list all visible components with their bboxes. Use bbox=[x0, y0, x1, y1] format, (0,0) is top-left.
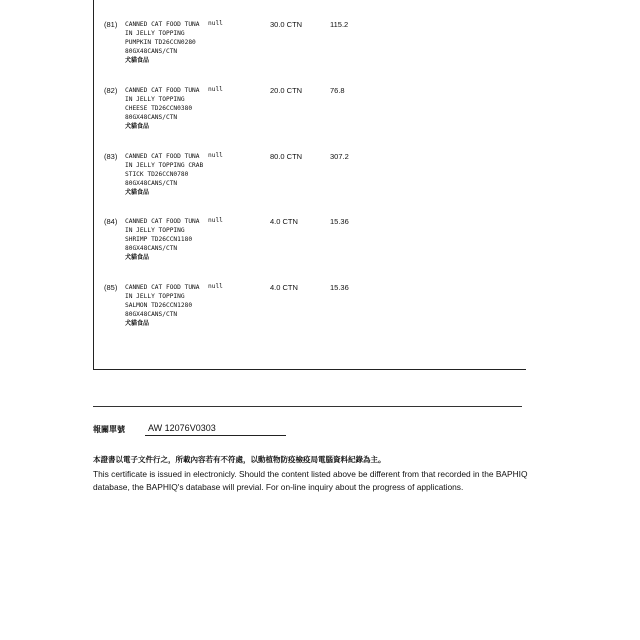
description-line: CANNED CAT FOOD TUNA bbox=[125, 284, 200, 291]
description-line: SALMON TD26CCN1280 bbox=[125, 302, 193, 310]
description-line: CANNED CAT FOOD TUNA bbox=[125, 153, 200, 160]
item-null-field: null bbox=[208, 217, 223, 224]
description-line: CANNED CAT FOOD TUNA bbox=[125, 21, 200, 28]
brand-text: 犬貓食品 bbox=[125, 254, 150, 262]
brand-text: 犬貓食品 bbox=[125, 189, 150, 197]
item-quantity: 4.0 CTN bbox=[270, 217, 298, 226]
description-line: IN JELLY TOPPING bbox=[125, 227, 185, 235]
item-quantity: 80.0 CTN bbox=[270, 152, 303, 161]
declaration-number-label: 報關單號 bbox=[93, 424, 125, 434]
description-line: IN JELLY TOPPING bbox=[125, 293, 185, 301]
item-quantity: 4.0 CTN bbox=[270, 283, 298, 292]
declaration-number-underline bbox=[145, 435, 286, 436]
item-description bbox=[125, 152, 203, 197]
item-null-field: null bbox=[208, 283, 223, 290]
item-weight: 115.2 bbox=[330, 20, 349, 29]
brand-text: 犬貓食品 bbox=[125, 57, 150, 65]
item-null-field: null bbox=[208, 86, 223, 93]
item-quantity: 30.0 CTN bbox=[270, 20, 303, 29]
description-line: PUMPKIN TD26CCN0280 bbox=[125, 39, 196, 47]
table-bottom-border bbox=[93, 369, 526, 370]
item-weight: 76.8 bbox=[330, 86, 345, 95]
item-null-field: null bbox=[208, 20, 223, 27]
item-null-field: null bbox=[208, 152, 223, 159]
description-line: CANNED CAT FOOD TUNA bbox=[125, 218, 200, 225]
item-weight: 15.36 bbox=[330, 283, 349, 292]
section-divider bbox=[93, 406, 522, 407]
item-quantity: 20.0 CTN bbox=[270, 86, 303, 95]
description-line: SHRIMP TD26CCN1180 bbox=[125, 236, 193, 244]
item-number: (85) bbox=[104, 283, 118, 292]
description-line: 80GX48CANS/CTN bbox=[125, 180, 178, 188]
description-line: IN JELLY TOPPING bbox=[125, 30, 185, 38]
brand-text: 犬貓食品 bbox=[125, 123, 150, 131]
table-left-border bbox=[93, 0, 94, 370]
item-weight: 15.36 bbox=[330, 217, 349, 226]
description-line: IN JELLY TOPPING CRAB bbox=[125, 162, 204, 170]
description-line: CANNED CAT FOOD TUNA bbox=[125, 87, 200, 94]
item-description bbox=[125, 20, 200, 65]
item-description bbox=[125, 86, 200, 131]
item-number: (81) bbox=[104, 20, 118, 29]
description-line: 80GX48CANS/CTN bbox=[125, 245, 178, 253]
item-number: (83) bbox=[104, 152, 118, 161]
item-description bbox=[125, 283, 200, 328]
description-line: 80GX48CANS/CTN bbox=[125, 114, 178, 122]
brand-text: 犬貓食品 bbox=[125, 320, 150, 328]
english-disclaimer: This certificate is issued in electronicly. Should the content listed above be different from that recorded in the BAPHIQ database, the BAPHIQ's database will previal. For on-line inquiry about the progress of applications. bbox=[93, 469, 528, 492]
description-line: STICK TD26CCN0780 bbox=[125, 171, 189, 179]
description-line: 80GX48CANS/CTN bbox=[125, 311, 178, 319]
item-number: (82) bbox=[104, 86, 118, 95]
description-line: 80GX48CANS/CTN bbox=[125, 48, 178, 56]
item-description bbox=[125, 217, 200, 262]
chinese-disclaimer: 本證書以電子文件行之，所載內容若有不符處，以動植物防疫檢疫局電腦資料紀錄為主。 bbox=[93, 455, 386, 464]
item-number: (84) bbox=[104, 217, 118, 226]
item-weight: 307.2 bbox=[330, 152, 349, 161]
declaration-number-value: AW 12076V0303 bbox=[148, 423, 216, 433]
description-line: IN JELLY TOPPING bbox=[125, 96, 185, 104]
description-line: CHEESE TD26CCN0380 bbox=[125, 105, 193, 113]
